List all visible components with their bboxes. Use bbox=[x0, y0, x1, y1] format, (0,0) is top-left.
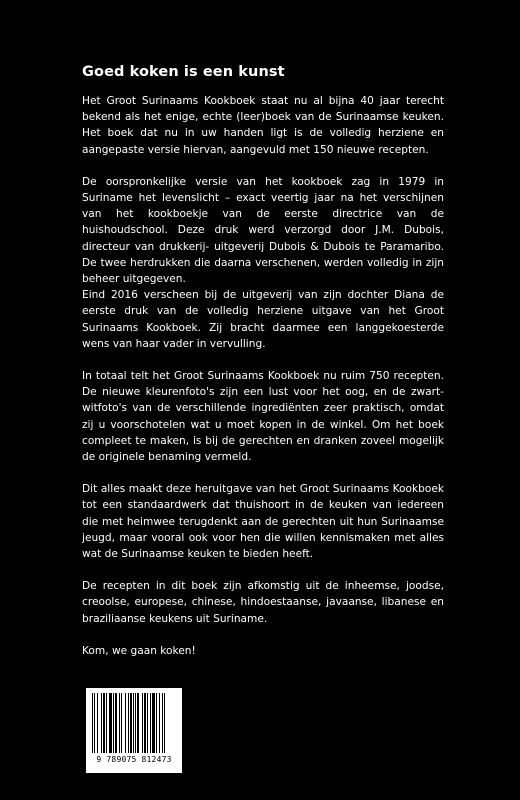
blurb-paragraph-3: In totaal telt het Groot Surinaams Kookboek nu ruim 750 recepten. De nieuwe kleurenfoto's zijn een lust voor het oog, en de zwart-witfoto's van de verschillende ingrediënten zeer praktisch, omdat zij u voorschotelen wat u moet kopen in de winkel. Om het boek compleet te maken, is bij de gerechten en dranken zoveel mogelijk de originele benaming vermeld. bbox=[82, 370, 444, 464]
blurb-paragraph-4: Dit alles maakt deze heruitgave van het Groot Surinaams Kookboek tot een standaardwerk dat thuishoort in de keuken van iedereen die met heimwee terugdenkt aan de gerechten uit hun Surinaamse jeugd, maar vooral ook voor hen die willen kennismaken met alles wat de Surinaamse keuken te bieden heeft. bbox=[82, 483, 444, 561]
blurb-text bbox=[82, 64, 444, 675]
blurb-closing-line: Kom, we gaan koken! bbox=[82, 644, 196, 657]
barcode-icon bbox=[92, 693, 176, 753]
blurb-heading: Goed koken is een kunst bbox=[82, 64, 285, 80]
blurb-paragraph-2: De oorspronkelijke versie van het kookboek zag in 1979 in Suriname het levenslicht – exact veertig jaar na het verschijnen van het kookboekje van de eerste directrice van de huishoudschool. Deze druk werd verzorgd door J.M. Dubois, directeur van drukkerij- uitgeverij Dubois & Dubois te Paramaribo. De twee herdrukken die daarna verschenen, werden volledig in zijn beheer uitgegeven. Eind 2016 verscheen bij de uitgeverij van zijn dochter Diana de eerste druk van de volledig herziene uitgave van het Groot Surinaams Kookboek. Zij bracht daarmee een langgekoesterde wens van haar vader in vervulling. bbox=[82, 175, 444, 350]
blurb-paragraph-5: De recepten in dit boek zijn afkomstig uit de inheemse, joodse, creoolse, europese, chinese, hindoestaanse, javaanse, libanese en braziliaanse keukens uit Suriname. bbox=[82, 580, 444, 625]
blurb-paragraph-1: Het Groot Surinaams Kookboek staat nu al bijna 40 jaar terecht bekend als het enige, echte (leer)boek van de Surinaamse keuken. Het boek dat nu in uw handen ligt is de volledig herziene en aangepaste versie hiervan, aangevuld met 150 nieuwe recepten. bbox=[82, 95, 444, 156]
barcode-digits: 9 789075 812473 bbox=[96, 755, 172, 764]
barcode bbox=[86, 688, 182, 773]
